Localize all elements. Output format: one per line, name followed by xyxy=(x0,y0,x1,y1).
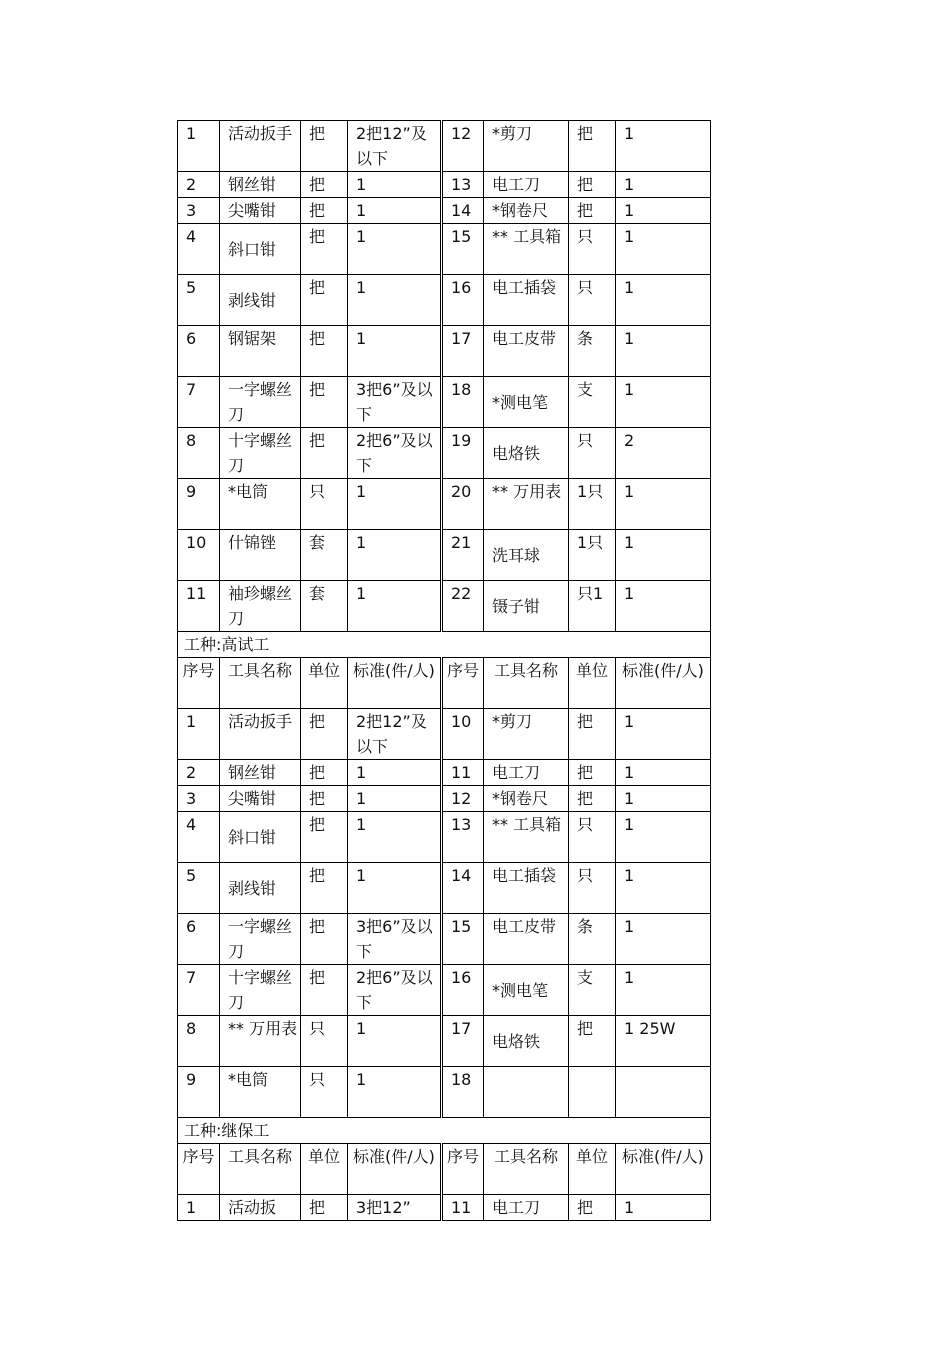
table-row xyxy=(178,1067,711,1118)
section-title: 工种:继保工 xyxy=(178,1118,711,1144)
section-title: 工种:高试工 xyxy=(178,632,711,658)
right-standard: 1 xyxy=(616,1195,711,1221)
table-row xyxy=(178,121,711,172)
left-standard: 1 xyxy=(348,760,442,786)
right-tool-name: 电工插袋 xyxy=(484,863,569,914)
right-unit: 只1 xyxy=(569,581,616,632)
left-unit: 把 xyxy=(301,428,348,479)
right-tool-name: ** 工具箱 xyxy=(484,224,569,275)
left-item-no: 4 xyxy=(178,812,220,863)
table-row xyxy=(178,965,711,1016)
left-tool-name: 十字螺丝刀 xyxy=(220,428,301,479)
column-header: 单位 xyxy=(301,658,348,709)
section-title-row xyxy=(178,632,711,658)
right-item-no: 14 xyxy=(442,863,484,914)
left-unit: 把 xyxy=(301,377,348,428)
left-tool-name: 剥线钳 xyxy=(220,863,301,914)
left-tool-name: 尖嘴钳 xyxy=(220,198,301,224)
left-unit: 套 xyxy=(301,581,348,632)
right-tool-name: 电工皮带 xyxy=(484,914,569,965)
right-item-no: 16 xyxy=(442,275,484,326)
left-tool-name: 斜口钳 xyxy=(220,224,301,275)
table-row xyxy=(178,377,711,428)
left-tool-name: ** 万用表 xyxy=(220,1016,301,1067)
right-unit: 把 xyxy=(569,172,616,198)
right-standard: 1 xyxy=(616,172,711,198)
column-header: 工具名称 xyxy=(484,658,569,709)
left-tool-name: *电筒 xyxy=(220,479,301,530)
left-tool-name: 什锦锉 xyxy=(220,530,301,581)
table-row xyxy=(178,326,711,377)
header-row xyxy=(178,658,711,709)
table-row xyxy=(178,172,711,198)
left-tool-name: 一字螺丝刀 xyxy=(220,377,301,428)
table-row xyxy=(178,530,711,581)
right-tool-name: 电工刀 xyxy=(484,760,569,786)
right-standard: 1 xyxy=(616,275,711,326)
right-standard: 1 25W xyxy=(616,1016,711,1067)
left-tool-name: 剥线钳 xyxy=(220,275,301,326)
left-standard: 1 xyxy=(348,479,442,530)
right-unit: 把 xyxy=(569,1016,616,1067)
left-standard: 1 xyxy=(348,581,442,632)
column-header: 序号 xyxy=(442,1144,484,1195)
tool-table xyxy=(177,120,711,1221)
left-unit: 只 xyxy=(301,479,348,530)
left-standard: 2把6”及以下 xyxy=(348,965,442,1016)
section-title-row xyxy=(178,1118,711,1144)
left-item-no: 6 xyxy=(178,326,220,377)
left-item-no: 11 xyxy=(178,581,220,632)
right-item-no: 10 xyxy=(442,709,484,760)
left-item-no: 9 xyxy=(178,1067,220,1118)
right-tool-name: 电烙铁 xyxy=(484,1016,569,1067)
left-item-no: 2 xyxy=(178,760,220,786)
right-unit: 把 xyxy=(569,786,616,812)
left-standard: 2把6”及以下 xyxy=(348,428,442,479)
left-tool-name: 十字螺丝刀 xyxy=(220,965,301,1016)
left-unit: 把 xyxy=(301,965,348,1016)
left-item-no: 6 xyxy=(178,914,220,965)
left-tool-name: 钢丝钳 xyxy=(220,760,301,786)
left-standard: 2把12”及以下 xyxy=(348,709,442,760)
left-item-no: 8 xyxy=(178,428,220,479)
left-unit: 把 xyxy=(301,224,348,275)
left-item-no: 7 xyxy=(178,377,220,428)
right-unit: 只 xyxy=(569,428,616,479)
column-header: 标准(件/人) xyxy=(616,658,711,709)
column-header: 单位 xyxy=(301,1144,348,1195)
right-unit: 1只 xyxy=(569,530,616,581)
right-item-no: 16 xyxy=(442,965,484,1016)
column-header: 单位 xyxy=(569,658,616,709)
right-unit: 条 xyxy=(569,326,616,377)
left-item-no: 8 xyxy=(178,1016,220,1067)
column-header: 工具名称 xyxy=(220,658,301,709)
right-item-no: 15 xyxy=(442,224,484,275)
column-header: 工具名称 xyxy=(484,1144,569,1195)
table-row xyxy=(178,812,711,863)
right-item-no: 13 xyxy=(442,812,484,863)
right-standard: 1 xyxy=(616,479,711,530)
right-tool-name: 镊子钳 xyxy=(484,581,569,632)
right-unit: 只 xyxy=(569,275,616,326)
left-standard: 3把12” xyxy=(348,1195,442,1221)
column-header: 工具名称 xyxy=(220,1144,301,1195)
right-unit: 把 xyxy=(569,1195,616,1221)
right-item-no: 20 xyxy=(442,479,484,530)
table-row xyxy=(178,786,711,812)
right-tool-name: *钢卷尺 xyxy=(484,786,569,812)
right-standard: 1 xyxy=(616,198,711,224)
right-tool-name: *测电笔 xyxy=(484,965,569,1016)
right-standard: 1 xyxy=(616,581,711,632)
left-standard: 1 xyxy=(348,198,442,224)
header-row xyxy=(178,1144,711,1195)
column-header: 单位 xyxy=(569,1144,616,1195)
left-standard: 1 xyxy=(348,275,442,326)
table-row xyxy=(178,428,711,479)
left-standard: 1 xyxy=(348,863,442,914)
column-header: 序号 xyxy=(178,658,220,709)
left-standard: 1 xyxy=(348,812,442,863)
right-item-no: 17 xyxy=(442,326,484,377)
right-tool-name: *测电笔 xyxy=(484,377,569,428)
left-unit: 把 xyxy=(301,709,348,760)
left-tool-name: 活动扳手 xyxy=(220,709,301,760)
right-standard: 1 xyxy=(616,760,711,786)
right-tool-name: 电烙铁 xyxy=(484,428,569,479)
left-item-no: 1 xyxy=(178,709,220,760)
column-header: 序号 xyxy=(178,1144,220,1195)
right-unit: 只 xyxy=(569,863,616,914)
right-standard: 1 xyxy=(616,965,711,1016)
table-row xyxy=(178,709,711,760)
left-tool-name: 尖嘴钳 xyxy=(220,786,301,812)
right-item-no: 22 xyxy=(442,581,484,632)
left-item-no: 5 xyxy=(178,863,220,914)
left-item-no: 10 xyxy=(178,530,220,581)
left-tool-name: 斜口钳 xyxy=(220,812,301,863)
left-item-no: 1 xyxy=(178,121,220,172)
right-unit: 支 xyxy=(569,965,616,1016)
left-unit: 把 xyxy=(301,812,348,863)
left-standard: 1 xyxy=(348,786,442,812)
right-item-no: 21 xyxy=(442,530,484,581)
left-unit: 只 xyxy=(301,1016,348,1067)
left-unit: 把 xyxy=(301,1195,348,1221)
right-tool-name: 电工皮带 xyxy=(484,326,569,377)
column-header: 序号 xyxy=(442,658,484,709)
right-item-no: 13 xyxy=(442,172,484,198)
right-item-no: 19 xyxy=(442,428,484,479)
table-row xyxy=(178,479,711,530)
table-row xyxy=(178,198,711,224)
left-unit: 把 xyxy=(301,786,348,812)
left-unit: 只 xyxy=(301,1067,348,1118)
table-row xyxy=(178,914,711,965)
right-tool-name: *剪刀 xyxy=(484,121,569,172)
left-unit: 把 xyxy=(301,914,348,965)
left-unit: 把 xyxy=(301,863,348,914)
right-unit: 条 xyxy=(569,914,616,965)
left-standard: 1 xyxy=(348,224,442,275)
left-item-no: 1 xyxy=(178,1195,220,1221)
right-standard xyxy=(616,1067,711,1118)
right-standard: 1 xyxy=(616,224,711,275)
right-standard: 1 xyxy=(616,914,711,965)
tool-standard-sheet xyxy=(177,120,710,1221)
left-unit: 把 xyxy=(301,326,348,377)
left-item-no: 3 xyxy=(178,786,220,812)
right-unit xyxy=(569,1067,616,1118)
left-item-no: 7 xyxy=(178,965,220,1016)
right-tool-name: *剪刀 xyxy=(484,709,569,760)
left-tool-name: 活动扳手 xyxy=(220,121,301,172)
right-standard: 1 xyxy=(616,863,711,914)
right-tool-name: 洗耳球 xyxy=(484,530,569,581)
right-tool-name xyxy=(484,1067,569,1118)
column-header: 标准(件/人) xyxy=(616,1144,711,1195)
table-row xyxy=(178,863,711,914)
right-unit: 1只 xyxy=(569,479,616,530)
left-tool-name: 钢锯架 xyxy=(220,326,301,377)
right-standard: 1 xyxy=(616,709,711,760)
right-item-no: 12 xyxy=(442,786,484,812)
table-row xyxy=(178,275,711,326)
right-standard: 2 xyxy=(616,428,711,479)
left-standard: 1 xyxy=(348,1016,442,1067)
left-tool-name: *电筒 xyxy=(220,1067,301,1118)
table-row xyxy=(178,760,711,786)
right-item-no: 11 xyxy=(442,760,484,786)
left-standard: 1 xyxy=(348,1067,442,1118)
left-standard: 1 xyxy=(348,326,442,377)
right-standard: 1 xyxy=(616,812,711,863)
left-item-no: 4 xyxy=(178,224,220,275)
right-unit: 把 xyxy=(569,709,616,760)
table-row xyxy=(178,1016,711,1067)
right-tool-name: *钢卷尺 xyxy=(484,198,569,224)
right-item-no: 11 xyxy=(442,1195,484,1221)
left-unit: 套 xyxy=(301,530,348,581)
right-tool-name: ** 工具箱 xyxy=(484,812,569,863)
right-standard: 1 xyxy=(616,786,711,812)
left-standard: 3把6”及以下 xyxy=(348,377,442,428)
left-standard: 1 xyxy=(348,172,442,198)
right-item-no: 18 xyxy=(442,377,484,428)
right-tool-name: 电工刀 xyxy=(484,172,569,198)
left-item-no: 9 xyxy=(178,479,220,530)
right-standard: 1 xyxy=(616,530,711,581)
left-tool-name: 钢丝钳 xyxy=(220,172,301,198)
right-unit: 把 xyxy=(569,198,616,224)
right-item-no: 12 xyxy=(442,121,484,172)
left-unit: 把 xyxy=(301,198,348,224)
left-item-no: 3 xyxy=(178,198,220,224)
right-standard: 1 xyxy=(616,377,711,428)
left-standard: 1 xyxy=(348,530,442,581)
right-unit: 只 xyxy=(569,812,616,863)
right-item-no: 17 xyxy=(442,1016,484,1067)
left-item-no: 5 xyxy=(178,275,220,326)
table-row xyxy=(178,581,711,632)
left-unit: 把 xyxy=(301,172,348,198)
column-header: 标准(件/人) xyxy=(348,658,442,709)
left-unit: 把 xyxy=(301,760,348,786)
table-row xyxy=(178,1195,711,1221)
right-standard: 1 xyxy=(616,121,711,172)
right-unit: 把 xyxy=(569,121,616,172)
left-standard: 3把6”及以下 xyxy=(348,914,442,965)
left-standard: 2把12”及以下 xyxy=(348,121,442,172)
column-header: 标准(件/人) xyxy=(348,1144,442,1195)
right-item-no: 15 xyxy=(442,914,484,965)
right-unit: 只 xyxy=(569,224,616,275)
left-tool-name: 一字螺丝刀 xyxy=(220,914,301,965)
right-item-no: 18 xyxy=(442,1067,484,1118)
right-tool-name: 电工插袋 xyxy=(484,275,569,326)
right-unit: 支 xyxy=(569,377,616,428)
right-standard: 1 xyxy=(616,326,711,377)
left-item-no: 2 xyxy=(178,172,220,198)
left-unit: 把 xyxy=(301,121,348,172)
left-tool-name: 袖珍螺丝刀 xyxy=(220,581,301,632)
left-unit: 把 xyxy=(301,275,348,326)
left-tool-name: 活动扳 xyxy=(220,1195,301,1221)
right-tool-name: 电工刀 xyxy=(484,1195,569,1221)
right-item-no: 14 xyxy=(442,198,484,224)
table-row xyxy=(178,224,711,275)
right-tool-name: ** 万用表 xyxy=(484,479,569,530)
right-unit: 把 xyxy=(569,760,616,786)
